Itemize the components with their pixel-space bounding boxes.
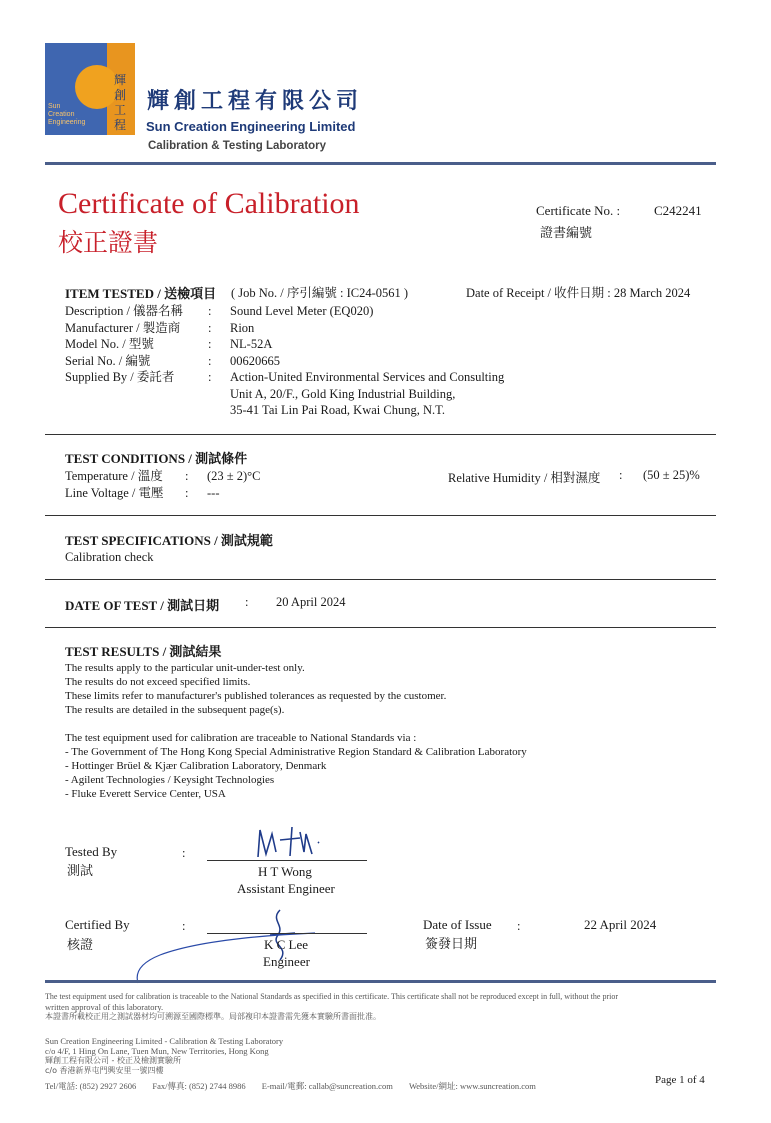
phone: Tel/電話: (852) 2927 2606 [45,1081,137,1091]
footer-note-line: The test equipment used for calibration is traceable to the National Standards as specified in this certificate. This certificate shall not be reproduced except in full, without the prior [45,992,618,1001]
company-name-zh: 輝創工程有限公司 [147,89,364,114]
field-label: Supplied By / 委託者 [65,370,175,384]
traceability-item: - The Government of The Hong Kong Special Administrative Region Standard & Calibration Laboratory [65,746,527,758]
test-specifications-heading: TEST SPECIFICATIONS / 測試規範 [65,533,273,548]
field-row: Model No. / 型號 : NL-52A [65,337,273,351]
field-row: Supplied By / 委託者 : Action-United Environmental Services and Consulting [65,370,505,384]
voltage-value: --- [207,486,220,500]
address-line: 輝創工程有限公司 - 校正及檢測實驗所 [45,1056,181,1065]
field-value: Sound Level Meter (EQ020) [230,304,374,318]
voltage-label: Line Voltage / 電壓 [65,486,164,500]
website: Website/網址: www.suncreation.com [408,1081,536,1091]
address-line: c/o 4/F, 1 Hing On Lane, Tuen Mun, New Territories, Hong Kong [45,1046,269,1056]
temperature-label: Temperature / 溫度 [65,469,163,483]
date-of-issue-label-zh: 簽發日期 [425,937,478,952]
test-results-heading: TEST RESULTS / 測試結果 [65,644,222,659]
tested-signature [240,822,340,864]
section-divider [45,515,716,516]
address-line: c/o 香港新界屯門興安里一號四樓 [45,1066,164,1075]
results-text [65,661,527,801]
certified-by-name: K C Lee [264,937,309,952]
certified-by-label-zh: 核證 [67,938,94,953]
tested-by-label: Tested By [65,844,118,859]
company-name-en: Sun Creation Engineering Limited [146,119,356,134]
job-number: ( Job No. / 序引編號 : IC24-0561 ) [231,286,409,300]
certificate-no-label-zh: 證書編號 [540,226,593,241]
conditions-block: Temperature / 溫度 : (23 ± 2)°C Line Voltage / 電壓 : --- [65,469,261,500]
section-divider [45,579,716,580]
colon: : [517,919,521,933]
traceability-intro: The test equipment used for calibration are traceable to National Standards via : [65,732,417,744]
field-label: Description / 儀器名稱 [65,304,184,318]
signature-line [207,860,367,861]
address-line: 35-41 Tai Lin Pai Road, Kwai Chung, N.T. [230,403,445,417]
lab-name: Calibration & Testing Laboratory [148,140,327,152]
field-row: Manufacturer / 製造商 : Rion [65,320,255,335]
footer-address [45,1036,283,1076]
tested-by-title: Assistant Engineer [237,881,335,896]
humidity-value: (50 ± 25)% [643,468,700,482]
test-conditions-heading: TEST CONDITIONS / 測試條件 [65,451,248,466]
signature-line [207,933,367,934]
footer-divider [45,980,716,983]
item-fields [65,303,504,419]
address-line: Sun Creation Engineering Limited - Calibration & Testing Laboratory [45,1036,284,1046]
result-line: These limits refer to manufacturer's published tolerances as requested by the customer. [65,690,447,702]
logo-brand-text: Sun Creation Engineering [48,103,86,126]
field-row: Description / 儀器名稱 : Sound Level Meter (EQ020) [65,304,374,318]
certificate-title-zh: 校正證書 [58,228,159,257]
temperature-value: (23 ± 2)°C [207,469,261,483]
date-of-test-heading: DATE OF TEST / 測試日期 [65,598,220,613]
result-line: The results do not exceed specified limits. [65,676,251,688]
header-divider [45,162,716,165]
fax: Fax/傳真: (852) 2744 8986 [152,1081,246,1091]
address-line: Unit A, 20/F., Gold King Industrial Building, [230,386,456,401]
section-divider [45,434,716,435]
tested-by-label-zh: 測試 [67,864,94,879]
field-label: Serial No. / 編號 [65,353,151,368]
page-number: Page 1 of 4 [655,1074,705,1086]
footer-note-zh: 本證書所載校正用之測試器材均可溯源至國際標準。局部複印本證書需先獲本實驗所書面批准。 [45,1012,381,1021]
email: E-mail/電郵: callab@suncreation.com [261,1081,393,1091]
result-line: The results apply to the particular unit-under-test only. [65,662,305,674]
field-label: Manufacturer / 製造商 [65,320,181,335]
colon: : [182,846,186,860]
tested-by-name: H T Wong [258,864,312,879]
date-of-issue-value: 22 April 2024 [584,917,657,932]
field-value: 00620665 [230,353,280,368]
date-of-receipt: Date of Receipt / 收件日期 : 28 March 2024 [466,286,691,300]
result-line: The results are detailed in the subsequent page(s). [65,704,285,716]
company-logo [45,43,135,135]
field-value: NL-52A [230,337,273,351]
item-tested-heading: ITEM TESTED / 送檢項目 [65,286,217,301]
footer-note [45,992,725,1022]
date-of-test-value: 20 April 2024 [276,595,346,609]
section-divider [45,627,716,628]
footer-note-line: written approval of this laboratory. [45,1002,164,1012]
traceability-item: - Hottinger Brüel & Kjær Calibration Laboratory, Denmark [65,760,327,772]
certificate-title: Certificate of Calibration [58,187,360,220]
certificate-no-label: Certificate No. : [536,203,621,218]
certified-by-label: Certified By [65,917,130,932]
field-value: Action-United Environmental Services and Consulting [230,370,505,384]
certified-by-title: Engineer [263,954,310,969]
humidity-label: Relative Humidity / 相對濕度 [448,471,601,485]
field-label: Model No. / 型號 [65,337,154,351]
traceability-item: - Agilent Technologies / Keysight Technologies [65,774,275,786]
footer-contacts [45,1080,536,1092]
colon: : [182,919,186,933]
test-specifications-text: Calibration check [65,550,154,564]
field-row: Serial No. / 編號 : 00620665 [65,353,280,368]
logo-chinese-chars: 輝創工程 [113,73,126,132]
certificate-no-value: C242241 [654,203,702,218]
traceability-item: - Fluke Everett Service Center, USA [65,788,226,800]
date-of-issue-label: Date of Issue [423,917,492,932]
field-value: Rion [230,320,255,335]
